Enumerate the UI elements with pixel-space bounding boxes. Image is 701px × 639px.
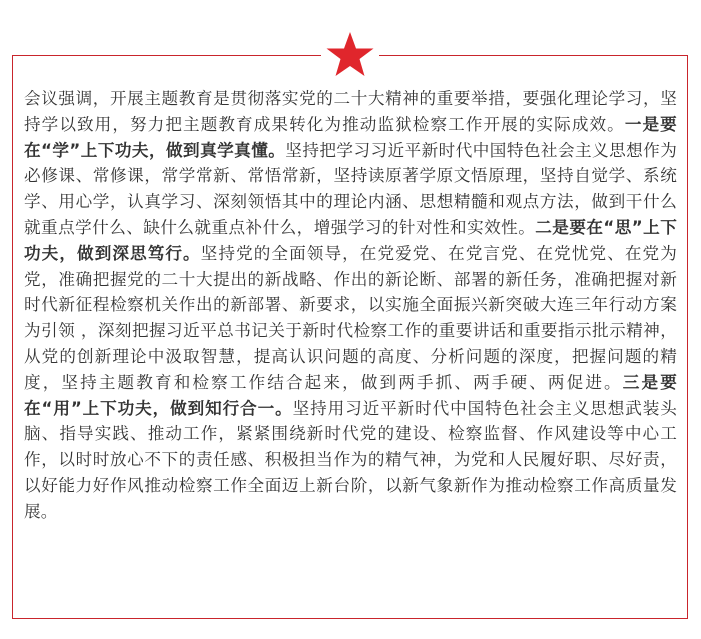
paragraph-text: 会议强调，开展主题教育是贯彻落实党的二十大精神的重要举措，要强化理论学习，坚持学以致用，努力把主题教育成果转化为推动监狱检察工作开展的实际成效。: [24, 89, 677, 134]
article-paragraph: [24, 86, 677, 525]
paragraph-text: 坚持把学习习近平新时代中国特色社会主义思想作为必修课、常修课，常学常新、常悟常新，坚持读原著学原文悟原理，坚持自觉学、系统学、用心学，认真学习、深刻领悟其中的理论内涵、思想精髓和观点方法，做到干什么就重点学什么、缺什么就重点补什么，增强学习的针对性和实效性。: [24, 140, 677, 237]
star-badge: [321, 30, 379, 82]
point-one-heading: 一是要在“学”上下功夫，做到真学真懂。: [24, 114, 677, 160]
red-star-icon: [325, 30, 375, 78]
paragraph-text: 坚持党的全面领导，在党爱党、在党言党、在党忧党、在党为党，准确把握党的二十大提出的新战略、作出的新论断、部署的新任务，准确把握对新时代新征程检察机关作出的新部署、新要求，以实施全面振兴新突破大连三年行动方案为引领 ，深刻把握习近平总书记关于新时代检察工作的重要讲话和重要指示批示精神，从党的创新理论中汲取智慧，提高认识问题的高度、分析问题的深度，把握问题的精度，坚持主题教育和检察工作结合起来，做到两手抓、两手硬、两促进。: [24, 243, 678, 392]
point-two-heading: 二是要在“思”上下功夫，做到深思笃行。: [24, 217, 677, 263]
paragraph-text: 坚持用习近平新时代中国特色社会主义思想武装头脑、指导实践、推动工作，紧紧围绕新时代党的建设、检察监督、作风建设等中心工作，以时时放心不下的责任感、积极担当作为的精气神，为党和人民履好职、尽好责，以好能力好作风推动检察工作全面迈上新台阶，以新气象新作为推动检察工作高质量发展。: [24, 398, 677, 521]
point-three-heading: 三是要在“用”上下功夫，做到知行合一。: [24, 372, 677, 418]
